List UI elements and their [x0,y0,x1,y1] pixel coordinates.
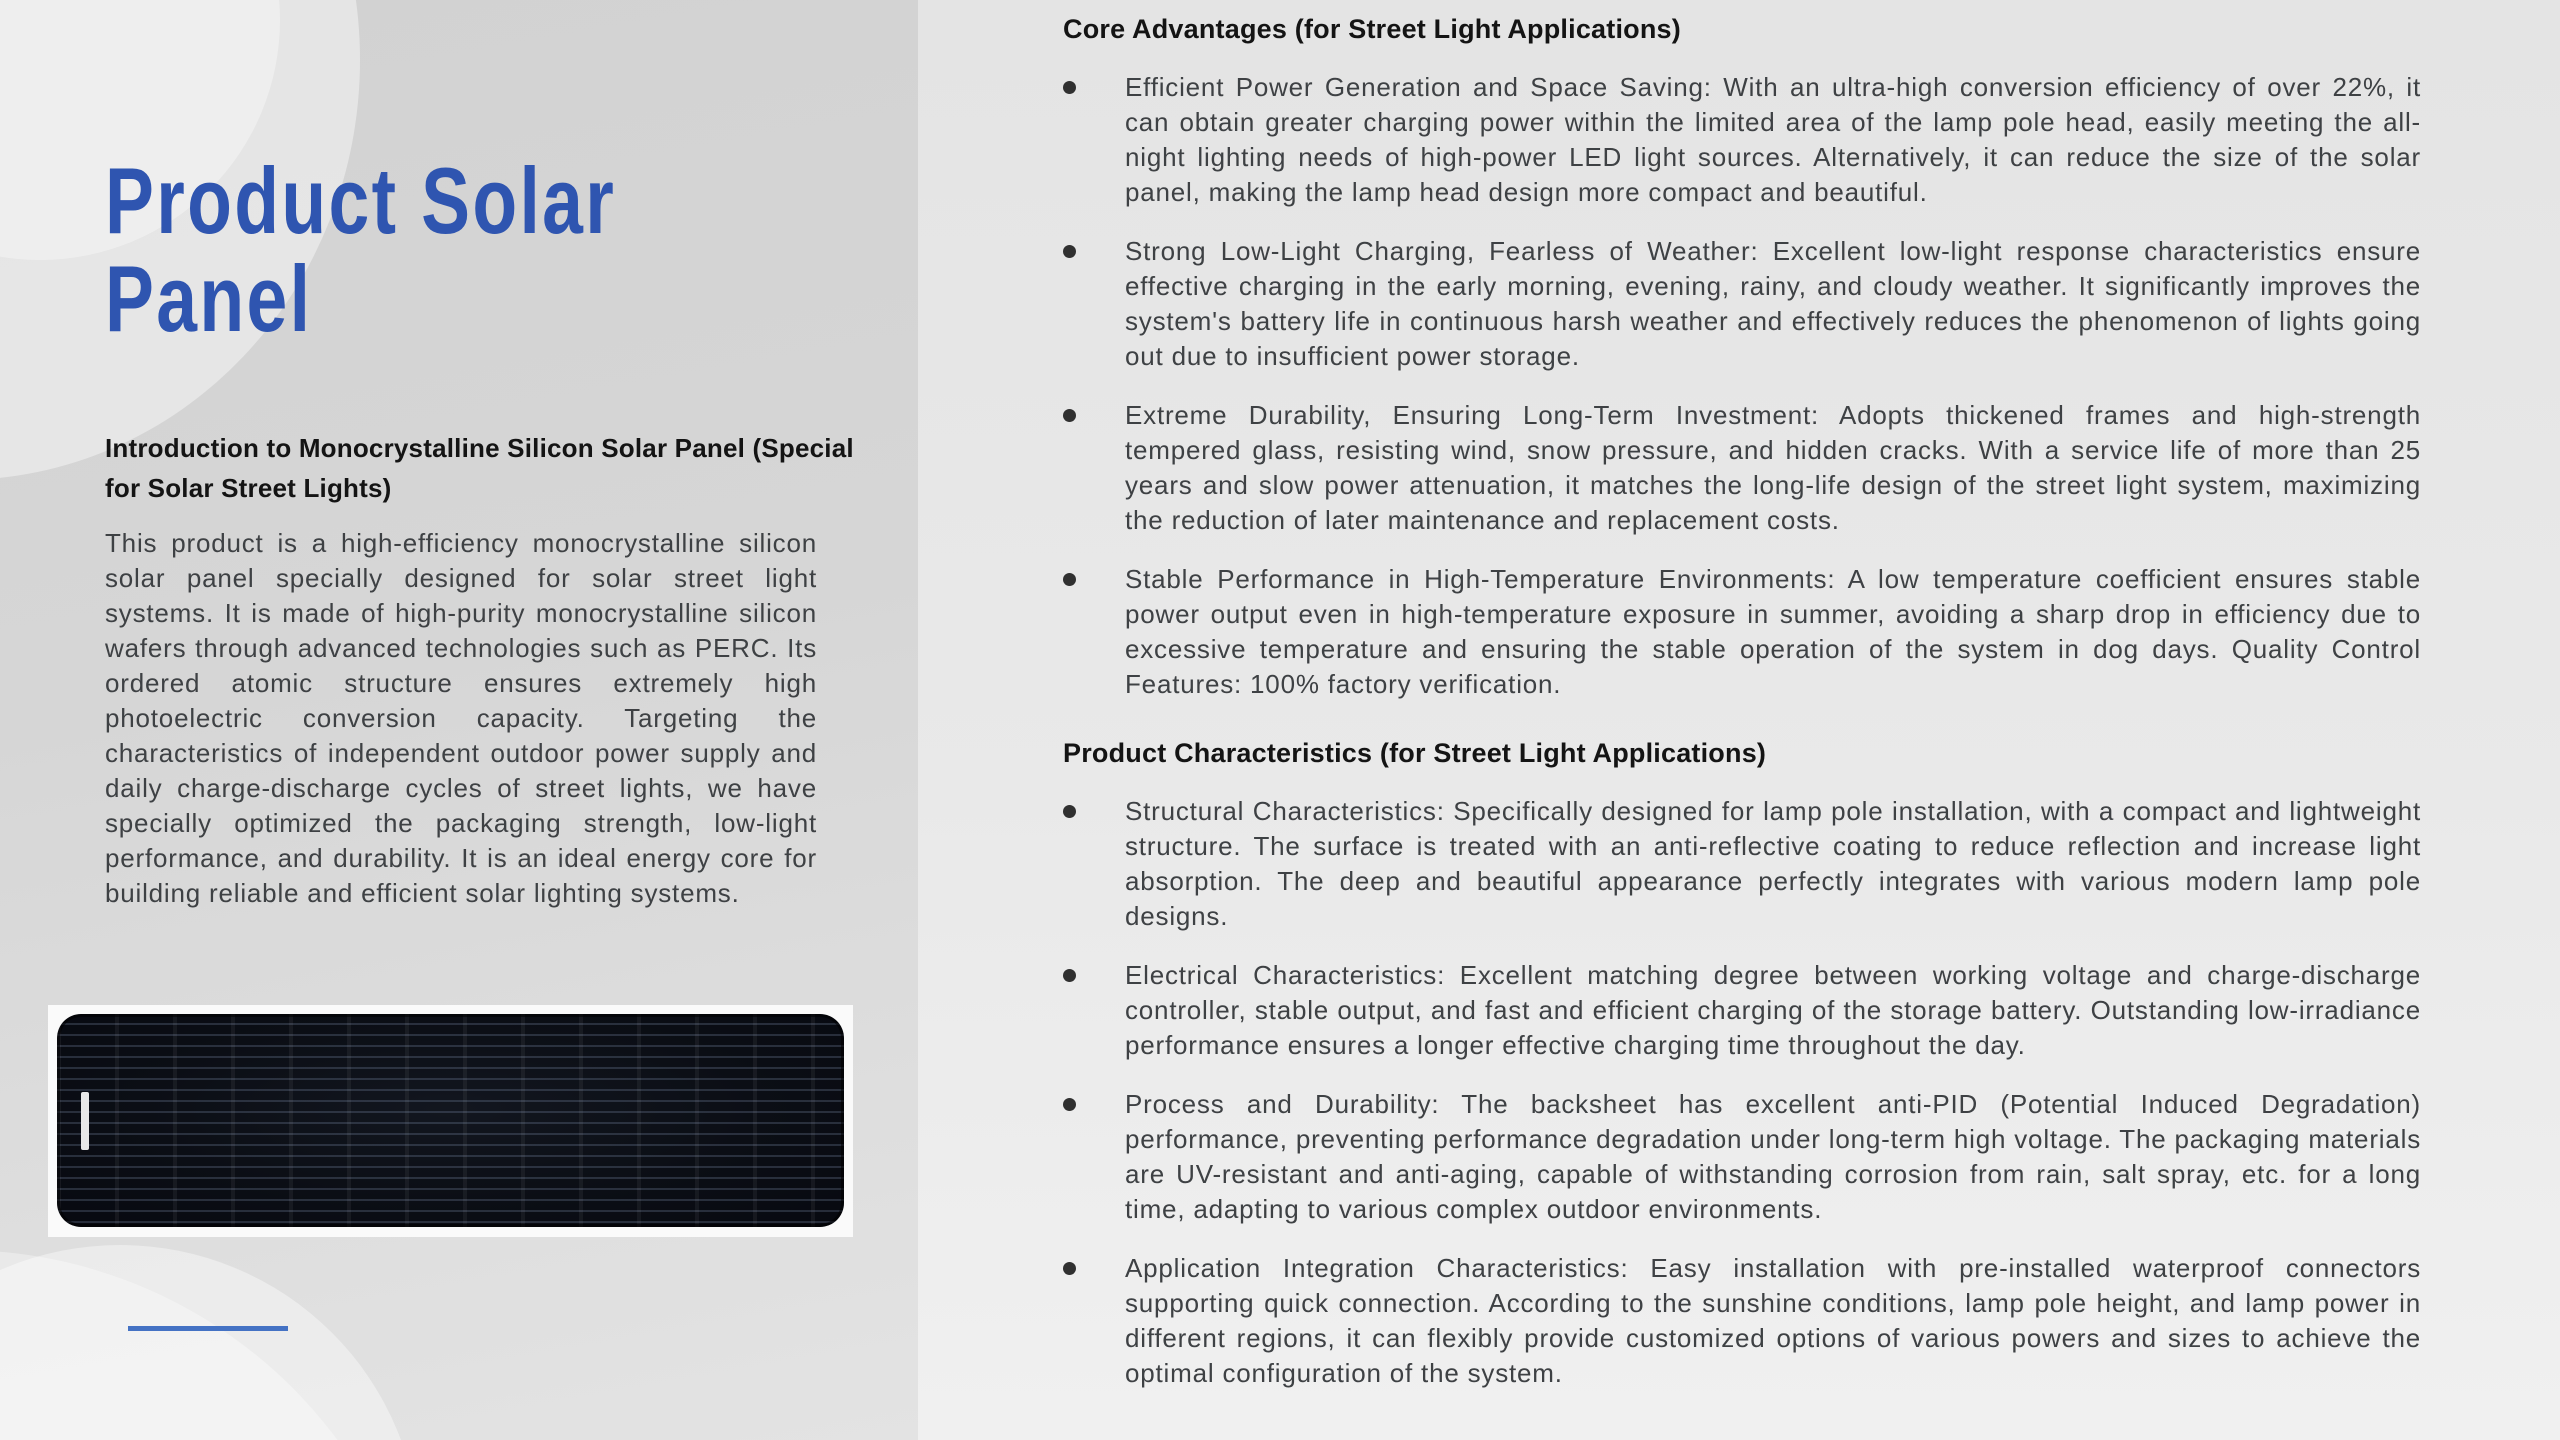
bullet-icon [1063,398,1125,538]
list-item [1063,234,2421,374]
list-item [1063,1087,2421,1227]
bullet-text: Strong Low-Light Charging, Fearless of Weather: Excellent low-light response characteristics ensure effective charging in the early morning, evening, rainy, and cloudy weather. It significantly improves the system's battery life in continuous harsh weather and effectively reduces the phenomenon of lights going out due to insufficient power storage. [1125,236,2421,371]
bullet-icon [1063,234,1125,374]
product-image-card [48,1005,853,1237]
decorative-circle-bottom-left-small [0,1245,420,1440]
list-item [1063,70,2421,210]
bullet-icon [1063,562,1125,702]
bullet-icon [1063,1251,1125,1391]
page-title: Product Solar Panel [105,148,617,351]
left-panel [0,0,918,1440]
bullet-text: Structural Characteristics: Specifically designed for lamp pole installation, with a compact and lightweight structure. The surface is treated with an anti-reflective coating to reduce reflection and increase light absorption. The deep and beautiful appearance perfectly integrates with various modern lamp pole designs. [1125,796,2421,931]
accent-divider-line [128,1326,288,1331]
list-item [1063,1251,2421,1391]
bullet-text: Application Integration Characteristics: Easy installation with pre-installed waterproof connectors supporting quick connection. According to the sunshine conditions, lamp pole height, and lamp power in different regions, it can flexibly provide customized options of various powers and sizes to achieve the optimal configuration of the system. [1125,1253,2421,1388]
bullet-list-product-characteristics [1063,794,2421,1391]
right-panel [918,0,2560,1440]
bullet-text: Electrical Characteristics: Excellent matching degree between working voltage and charge-discharge controller, stable output, and fast and efficient charging of the storage battery. Outstanding low-irradiance performance ensures a longer effective charging time throughout the day. [1125,960,2421,1060]
bullet-icon [1063,794,1125,934]
section-heading-product-characteristics: Product Characteristics (for Street Light Applications) [1063,738,1767,768]
solar-panel-label [81,1092,89,1150]
bullet-icon [1063,70,1125,210]
intro-paragraph: This product is a high-efficiency monocrystalline silicon solar panel specially designed for solar street light systems. It is made of high-purity monocrystalline silicon wafers through advanced technologies such as PERC. Its ordered atomic structure ensures extremely high photoelectric conversion capacity. Targeting the characteristics of independent outdoor power supply and daily charge-discharge cycles of street lights, we have specially optimized the packaging strength, low-light performance, and durability. It is an ideal energy core for building reliable and efficient solar lighting systems. [105,528,817,908]
bullet-icon [1063,958,1125,1063]
intro-heading: Introduction to Monocrystalline Silicon Solar Panel (Special for Solar Street Lights) [105,433,854,503]
bullet-text: Extreme Durability, Ensuring Long-Term Investment: Adopts thickened frames and high-strength tempered glass, resisting wind, snow pressure, and hidden cracks. With a service life of more than 25 years and slow power attenuation, it matches the long-life design of the street light system, maximizing the reduction of later maintenance and replacement costs. [1125,400,2421,535]
list-item [1063,562,2421,702]
right-content [1063,10,2421,1415]
bullet-list-core-advantages [1063,70,2421,702]
bullet-text: Process and Durability: The backsheet has excellent anti-PID (Potential Induced Degradation) performance, preventing performance degradation under long-term high voltage. The packaging materials are UV-resistant and anti-aging, capable of withstanding corrosion from rain, salt spray, etc. for a long time, adapting to various complex outdoor environments. [1125,1089,2421,1224]
list-item [1063,794,2421,934]
bullet-text: Efficient Power Generation and Space Saving: With an ultra-high conversion efficiency of over 22%, it can obtain greater charging power within the limited area of the lamp pole head, easily meeting the all-night lighting needs of high-power LED light sources. Alternatively, it can reduce the size of the solar panel, making the lamp head design more compact and beautiful. [1125,72,2421,207]
section-heading-core-advantages: Core Advantages (for Street Light Applications) [1063,14,1681,44]
list-item [1063,958,2421,1063]
bullet-icon [1063,1087,1125,1227]
solar-panel-image [57,1014,844,1227]
bullet-text: Stable Performance in High-Temperature Environments: A low temperature coefficient ensures stable power output even in high-temperature exposure in summer, avoiding a sharp drop in efficiency due to excessive temperature and ensuring the stable operation of the system in dog days. Quality Control Features: 100% factory verification. [1125,564,2421,699]
list-item [1063,398,2421,538]
